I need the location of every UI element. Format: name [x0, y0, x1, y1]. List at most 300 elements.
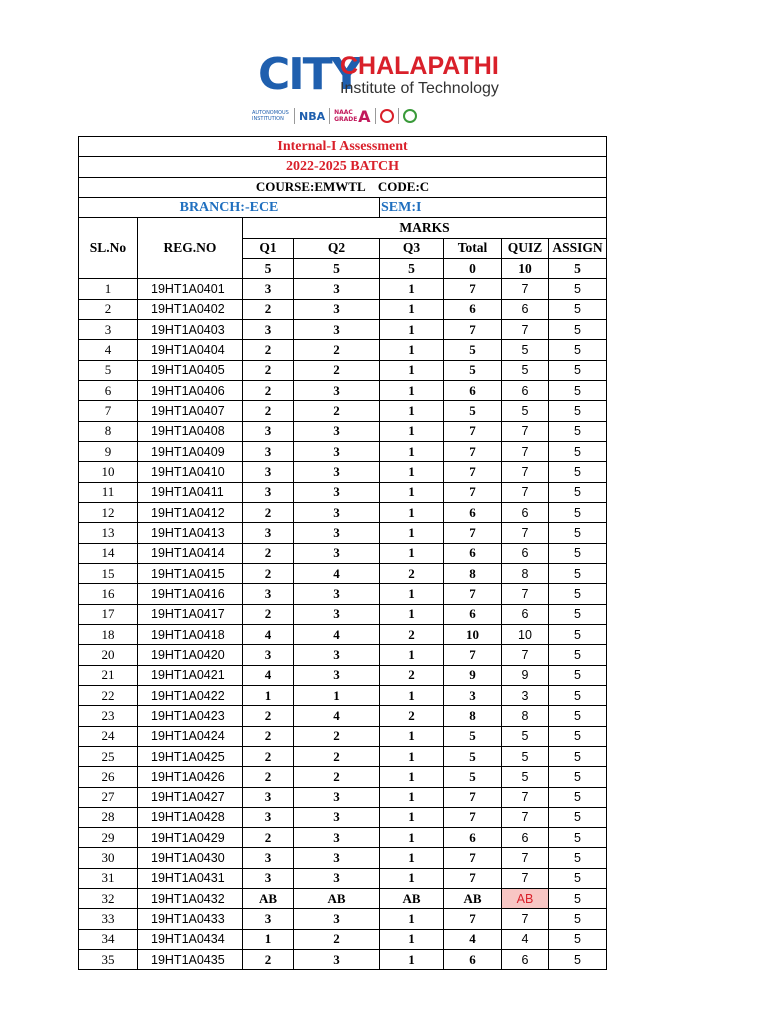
table-row: [79, 340, 607, 360]
quiz-cell: 5: [502, 340, 549, 360]
total-cell: 7: [444, 462, 502, 482]
q2-cell: 3: [294, 787, 380, 807]
q3-cell: AB: [380, 889, 444, 909]
divider: [375, 108, 376, 124]
regno-cell: 19HT1A0402: [138, 299, 243, 319]
q3-cell: 1: [380, 340, 444, 360]
q3-cell: 2: [380, 706, 444, 726]
q3-cell: 1: [380, 401, 444, 421]
q1-cell: 2: [243, 563, 294, 583]
slno-cell: 32: [79, 889, 138, 909]
q1-cell: 3: [243, 807, 294, 827]
q3-header: Q3: [380, 238, 444, 258]
q3-cell: 2: [380, 624, 444, 644]
regno-cell: 19HT1A0426: [138, 767, 243, 787]
table-row: [79, 299, 607, 319]
regno-cell: 19HT1A0417: [138, 604, 243, 624]
slno-cell: 17: [79, 604, 138, 624]
quiz-cell: 7: [502, 319, 549, 339]
slno-cell: 2: [79, 299, 138, 319]
total-cell: 3: [444, 685, 502, 705]
regno-cell: 19HT1A0431: [138, 868, 243, 888]
q2-cell: 3: [294, 380, 380, 400]
q2-cell: 3: [294, 482, 380, 502]
assign-cell: 5: [549, 685, 607, 705]
q1-cell: 2: [243, 767, 294, 787]
quiz-max: 10: [502, 258, 549, 278]
table-row: [79, 767, 607, 787]
regno-cell: 19HT1A0430: [138, 848, 243, 868]
q3-cell: 1: [380, 360, 444, 380]
q2-header: Q2: [294, 238, 380, 258]
slno-cell: 12: [79, 502, 138, 522]
q2-cell: 2: [294, 746, 380, 766]
quiz-cell: 7: [502, 645, 549, 665]
q1-cell: 2: [243, 380, 294, 400]
assign-cell: 5: [549, 502, 607, 522]
branch-label: BRANCH:-ECE: [79, 197, 380, 217]
quiz-cell: 6: [502, 604, 549, 624]
quiz-cell: 4: [502, 929, 549, 949]
batch-title: 2022-2025 BATCH: [79, 157, 607, 177]
slno-cell: 13: [79, 523, 138, 543]
divider: [294, 108, 295, 124]
total-cell: 5: [444, 746, 502, 766]
table-row: [79, 523, 607, 543]
q1-cell: 3: [243, 482, 294, 502]
q1-cell: 3: [243, 868, 294, 888]
total-cell: 6: [444, 380, 502, 400]
quiz-cell: 6: [502, 950, 549, 970]
table-row: [79, 746, 607, 766]
assign-cell: 5: [549, 340, 607, 360]
total-cell: 7: [444, 482, 502, 502]
q2-cell: AB: [294, 889, 380, 909]
table-row: [79, 360, 607, 380]
quiz-cell: 7: [502, 462, 549, 482]
q2-cell: 2: [294, 340, 380, 360]
q2-cell: 3: [294, 828, 380, 848]
assign-cell: 5: [549, 299, 607, 319]
assign-cell: 5: [549, 584, 607, 604]
quiz-cell: 5: [502, 767, 549, 787]
regno-cell: 19HT1A0414: [138, 543, 243, 563]
assign-cell: 5: [549, 746, 607, 766]
quiz-cell: 3: [502, 685, 549, 705]
q1-cell: 2: [243, 828, 294, 848]
quiz-cell: 7: [502, 848, 549, 868]
q3-cell: 1: [380, 604, 444, 624]
institute-name: CHALAPATHI: [340, 52, 499, 80]
quiz-cell: 7: [502, 421, 549, 441]
assessment-title: Internal-I Assessment: [79, 137, 607, 157]
assign-cell: 5: [549, 441, 607, 461]
table-row: [79, 401, 607, 421]
q2-cell: 2: [294, 767, 380, 787]
total-cell: 5: [444, 767, 502, 787]
q2-cell: 3: [294, 604, 380, 624]
quiz-cell: AB: [502, 889, 549, 909]
table-row: [79, 645, 607, 665]
slno-cell: 31: [79, 868, 138, 888]
assign-cell: 5: [549, 543, 607, 563]
slno-cell: 15: [79, 563, 138, 583]
q1-cell: 4: [243, 624, 294, 644]
quiz-cell: 7: [502, 523, 549, 543]
q3-cell: 1: [380, 950, 444, 970]
q1-cell: 3: [243, 523, 294, 543]
q2-cell: 3: [294, 543, 380, 563]
q2-cell: 3: [294, 441, 380, 461]
q2-cell: 3: [294, 848, 380, 868]
total-cell: 8: [444, 563, 502, 583]
regno-cell: 19HT1A0403: [138, 319, 243, 339]
total-cell: AB: [444, 889, 502, 909]
table-row: [79, 848, 607, 868]
assign-cell: 5: [549, 380, 607, 400]
regno-cell: 19HT1A0434: [138, 929, 243, 949]
divider: [398, 108, 399, 124]
table-row: [79, 502, 607, 522]
quiz-cell: 7: [502, 909, 549, 929]
sem-label: SEM:I: [380, 197, 607, 217]
assign-cell: 5: [549, 807, 607, 827]
quiz-cell: 6: [502, 299, 549, 319]
q1-cell: 3: [243, 787, 294, 807]
table-row: [79, 889, 607, 909]
q3-cell: 1: [380, 909, 444, 929]
total-cell: 7: [444, 868, 502, 888]
total-cell: 7: [444, 421, 502, 441]
city-logo-mark: CITY: [258, 49, 361, 100]
q3-cell: 1: [380, 380, 444, 400]
total-cell: 5: [444, 360, 502, 380]
regno-cell: 19HT1A0413: [138, 523, 243, 543]
regno-cell: 19HT1A0424: [138, 726, 243, 746]
q1-cell: 2: [243, 706, 294, 726]
q3-cell: 1: [380, 299, 444, 319]
regno-cell: 19HT1A0404: [138, 340, 243, 360]
institute-subtitle: Institute of Technology: [340, 80, 499, 97]
nba-logo: NBA: [299, 109, 326, 123]
regno-cell: 19HT1A0401: [138, 279, 243, 299]
total-cell: 6: [444, 502, 502, 522]
assign-cell: 5: [549, 848, 607, 868]
slno-cell: 5: [79, 360, 138, 380]
table-row: [79, 665, 607, 685]
q1-header: Q1: [243, 238, 294, 258]
quiz-cell: 5: [502, 360, 549, 380]
total-cell: 5: [444, 726, 502, 746]
table-row: [79, 706, 607, 726]
slno-cell: 28: [79, 807, 138, 827]
regno-cell: 19HT1A0432: [138, 889, 243, 909]
regno-cell: 19HT1A0410: [138, 462, 243, 482]
q1-cell: 1: [243, 685, 294, 705]
assessment-table: [78, 136, 607, 970]
q1-cell: 2: [243, 950, 294, 970]
regno-cell: 19HT1A0420: [138, 645, 243, 665]
total-cell: 7: [444, 584, 502, 604]
q1-cell: 2: [243, 360, 294, 380]
q3-cell: 1: [380, 828, 444, 848]
q3-cell: 1: [380, 462, 444, 482]
q3-cell: 1: [380, 746, 444, 766]
table-row: [79, 279, 607, 299]
assign-cell: 5: [549, 767, 607, 787]
regno-cell: 19HT1A0433: [138, 909, 243, 929]
table-row: [79, 462, 607, 482]
assign-cell: 5: [549, 421, 607, 441]
total-cell: 4: [444, 929, 502, 949]
q3-cell: 1: [380, 482, 444, 502]
quiz-cell: 6: [502, 502, 549, 522]
table-row: [79, 563, 607, 583]
q3-cell: 1: [380, 726, 444, 746]
total-cell: 6: [444, 543, 502, 563]
q2-cell: 3: [294, 462, 380, 482]
regno-cell: 19HT1A0411: [138, 482, 243, 502]
q1-cell: 2: [243, 299, 294, 319]
slno-cell: 11: [79, 482, 138, 502]
q1-cell: 4: [243, 665, 294, 685]
regno-cell: 19HT1A0409: [138, 441, 243, 461]
quiz-cell: 5: [502, 401, 549, 421]
institute-logo: [252, 48, 512, 128]
assign-cell: 5: [549, 950, 607, 970]
total-cell: 10: [444, 624, 502, 644]
assign-max: 5: [549, 258, 607, 278]
total-cell: 7: [444, 807, 502, 827]
assign-cell: 5: [549, 909, 607, 929]
q1-cell: 3: [243, 909, 294, 929]
quiz-cell: 10: [502, 624, 549, 644]
q3-cell: 1: [380, 645, 444, 665]
q3-cell: 1: [380, 807, 444, 827]
q3-cell: 1: [380, 685, 444, 705]
q3-cell: 2: [380, 563, 444, 583]
assign-cell: 5: [549, 482, 607, 502]
slno-cell: 24: [79, 726, 138, 746]
q2-cell: 3: [294, 319, 380, 339]
q3-cell: 1: [380, 848, 444, 868]
assign-cell: 5: [549, 624, 607, 644]
quiz-cell: 5: [502, 726, 549, 746]
q1-cell: 3: [243, 584, 294, 604]
slno-cell: 29: [79, 828, 138, 848]
q1-cell: 2: [243, 726, 294, 746]
slno-cell: 30: [79, 848, 138, 868]
table-row: [79, 929, 607, 949]
slno-cell: 33: [79, 909, 138, 929]
quiz-cell: 7: [502, 482, 549, 502]
q2-cell: 3: [294, 421, 380, 441]
regno-cell: 19HT1A0415: [138, 563, 243, 583]
table-row: [79, 604, 607, 624]
q1-cell: 3: [243, 421, 294, 441]
quiz-cell: 7: [502, 787, 549, 807]
slno-cell: 20: [79, 645, 138, 665]
table-row: [79, 482, 607, 502]
table-row: [79, 584, 607, 604]
table-row: [79, 543, 607, 563]
regno-cell: 19HT1A0405: [138, 360, 243, 380]
q2-cell: 3: [294, 807, 380, 827]
q2-cell: 3: [294, 950, 380, 970]
assign-cell: 5: [549, 645, 607, 665]
naac-label: NAAC GRADE: [334, 109, 358, 123]
q1-cell: 3: [243, 645, 294, 665]
marks-header: MARKS: [243, 218, 607, 238]
table-row: [79, 319, 607, 339]
slno-cell: 6: [79, 380, 138, 400]
table-row: [79, 421, 607, 441]
assign-cell: 5: [549, 604, 607, 624]
regno-cell: 19HT1A0421: [138, 665, 243, 685]
assign-cell: 5: [549, 462, 607, 482]
regno-cell: 19HT1A0428: [138, 807, 243, 827]
assign-cell: 5: [549, 868, 607, 888]
q3-cell: 1: [380, 584, 444, 604]
slno-cell: 27: [79, 787, 138, 807]
q2-cell: 3: [294, 909, 380, 929]
accreditation-strip: [252, 106, 417, 126]
q2-cell: 3: [294, 279, 380, 299]
total-cell: 5: [444, 401, 502, 421]
q1-cell: AB: [243, 889, 294, 909]
total-cell: 6: [444, 950, 502, 970]
quiz-cell: 7: [502, 868, 549, 888]
assign-cell: 5: [549, 929, 607, 949]
total-cell: 6: [444, 828, 502, 848]
slno-cell: 18: [79, 624, 138, 644]
q1-cell: 3: [243, 441, 294, 461]
assign-cell: 5: [549, 889, 607, 909]
quiz-header: QUIZ: [502, 238, 549, 258]
regno-header: REG.NO: [138, 218, 243, 279]
assign-cell: 5: [549, 665, 607, 685]
total-cell: 7: [444, 645, 502, 665]
assign-cell: 5: [549, 726, 607, 746]
regno-cell: 19HT1A0427: [138, 787, 243, 807]
q2-cell: 1: [294, 685, 380, 705]
table-row: [79, 726, 607, 746]
regno-cell: 19HT1A0416: [138, 584, 243, 604]
q2-cell: 3: [294, 665, 380, 685]
regno-cell: 19HT1A0418: [138, 624, 243, 644]
q2-cell: 4: [294, 624, 380, 644]
q2-cell: 3: [294, 584, 380, 604]
regno-cell: 19HT1A0429: [138, 828, 243, 848]
regno-cell: 19HT1A0422: [138, 685, 243, 705]
table-row: [79, 685, 607, 705]
assign-cell: 5: [549, 706, 607, 726]
q2-cell: 2: [294, 726, 380, 746]
slno-cell: 22: [79, 685, 138, 705]
slno-cell: 35: [79, 950, 138, 970]
total-cell: 7: [444, 441, 502, 461]
slno-cell: 9: [79, 441, 138, 461]
assign-cell: 5: [549, 360, 607, 380]
slno-cell: 14: [79, 543, 138, 563]
q1-cell: 3: [243, 319, 294, 339]
q2-cell: 3: [294, 502, 380, 522]
q2-cell: 3: [294, 299, 380, 319]
slno-cell: 4: [79, 340, 138, 360]
regno-cell: 19HT1A0408: [138, 421, 243, 441]
q3-cell: 1: [380, 767, 444, 787]
autonomous-label: AUTONOMOUS INSTITUTION: [252, 110, 289, 122]
total-cell: 7: [444, 787, 502, 807]
q1-cell: 1: [243, 929, 294, 949]
q2-cell: 2: [294, 360, 380, 380]
assign-cell: 5: [549, 279, 607, 299]
assign-cell: 5: [549, 401, 607, 421]
quiz-cell: 7: [502, 279, 549, 299]
regno-cell: 19HT1A0407: [138, 401, 243, 421]
quiz-cell: 6: [502, 543, 549, 563]
regno-cell: 19HT1A0423: [138, 706, 243, 726]
total-cell: 8: [444, 706, 502, 726]
q3-cell: 1: [380, 319, 444, 339]
slno-cell: 23: [79, 706, 138, 726]
q3-max: 5: [380, 258, 444, 278]
table-row: [79, 787, 607, 807]
assign-cell: 5: [549, 563, 607, 583]
table-row: [79, 441, 607, 461]
regno-cell: 19HT1A0435: [138, 950, 243, 970]
q2-cell: 4: [294, 563, 380, 583]
slno-cell: 21: [79, 665, 138, 685]
assign-cell: 5: [549, 787, 607, 807]
assign-cell: 5: [549, 828, 607, 848]
table-row: [79, 380, 607, 400]
course-info: COURSE:EMWTL CODE:C: [79, 177, 607, 197]
ugc-seal-icon: [380, 109, 394, 123]
total-header: Total: [444, 238, 502, 258]
q3-cell: 1: [380, 523, 444, 543]
q3-cell: 1: [380, 929, 444, 949]
table-row: [79, 868, 607, 888]
table-row: [79, 950, 607, 970]
total-cell: 7: [444, 523, 502, 543]
q2-cell: 3: [294, 523, 380, 543]
total-cell: 5: [444, 340, 502, 360]
total-cell: 9: [444, 665, 502, 685]
q2-cell: 3: [294, 645, 380, 665]
q1-cell: 2: [243, 604, 294, 624]
q1-cell: 2: [243, 340, 294, 360]
quiz-cell: 7: [502, 807, 549, 827]
total-cell: 7: [444, 279, 502, 299]
slno-cell: 26: [79, 767, 138, 787]
q1-cell: 3: [243, 848, 294, 868]
slno-cell: 25: [79, 746, 138, 766]
slno-cell: 3: [79, 319, 138, 339]
quiz-cell: 7: [502, 441, 549, 461]
slno-header: SL.No: [79, 218, 138, 279]
table-row: [79, 624, 607, 644]
q2-max: 5: [294, 258, 380, 278]
slno-cell: 7: [79, 401, 138, 421]
quiz-cell: 5: [502, 746, 549, 766]
total-cell: 7: [444, 848, 502, 868]
q2-cell: 2: [294, 929, 380, 949]
quiz-cell: 6: [502, 828, 549, 848]
q2-cell: 4: [294, 706, 380, 726]
regno-cell: 19HT1A0412: [138, 502, 243, 522]
q1-cell: 2: [243, 502, 294, 522]
